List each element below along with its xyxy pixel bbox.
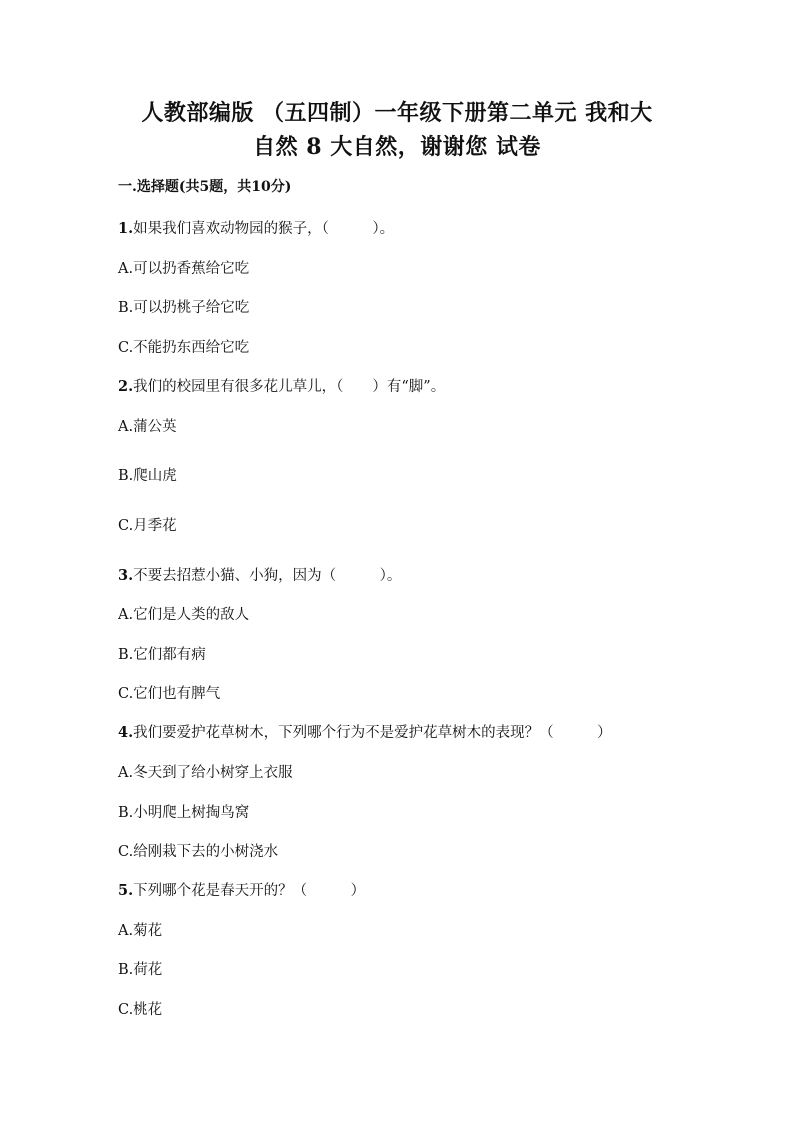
question-1 — [118, 217, 394, 238]
question-number: 2. — [118, 378, 134, 395]
question-number: 3. — [118, 567, 134, 584]
question-2-option-c: C.月季花 — [118, 518, 177, 534]
question-4 — [118, 721, 612, 742]
question-3 — [118, 564, 401, 585]
question-3-option-c: C.它们也有脾气 — [118, 686, 221, 702]
question-2-option-a: A.蒲公英 — [118, 419, 177, 435]
question-number: 4. — [118, 724, 134, 741]
question-5 — [118, 879, 365, 900]
question-text: 我们的校园里有很多花儿草儿，（ ）有“脚”。 — [133, 379, 446, 395]
section-heading: 一.选择题(共5题，共10分) — [118, 179, 292, 195]
question-1-option-b: B.可以扔桃子给它吃 — [118, 300, 250, 316]
question-2-option-b: B.爬山虎 — [118, 468, 177, 484]
question-text: 下列哪个花是春天开的？（ ） — [133, 883, 366, 899]
question-text: 我们要爱护花草树木，下列哪个行为不是爱护花草树木的表现？（ ） — [133, 725, 612, 741]
question-4-option-b: B.小明爬上树掏鸟窝 — [118, 805, 250, 821]
question-5-option-c: C.桃花 — [118, 1002, 163, 1018]
question-4-option-c: C.给刚栽下去的小树浇水 — [118, 844, 279, 860]
question-text: 不要去招惹小猫、小狗，因为（ ）。 — [133, 568, 402, 584]
question-5-option-b: B.荷花 — [118, 962, 163, 978]
title-line-2: 自然 8 大自然，谢谢您 试卷 — [253, 134, 541, 160]
question-1-option-a: A.可以扔香蕉给它吃 — [118, 261, 250, 277]
question-1-option-c: C.不能扔东西给它吃 — [118, 340, 250, 356]
question-number: 5. — [118, 882, 134, 899]
question-4-option-a: A.冬天到了给小树穿上衣服 — [118, 765, 293, 781]
document-title — [100, 96, 694, 164]
question-5-option-a: A.菊花 — [118, 923, 163, 939]
question-3-option-a: A.它们是人类的敌人 — [118, 607, 250, 623]
question-3-option-b: B.它们都有病 — [118, 647, 206, 663]
question-2 — [118, 375, 445, 396]
question-text: 如果我们喜欢动物园的猴子，（ ）。 — [133, 221, 395, 237]
title-line-1: 人教部编版 （五四制）一年级下册第二单元 我和大 — [141, 100, 653, 126]
question-number: 1. — [118, 220, 134, 237]
